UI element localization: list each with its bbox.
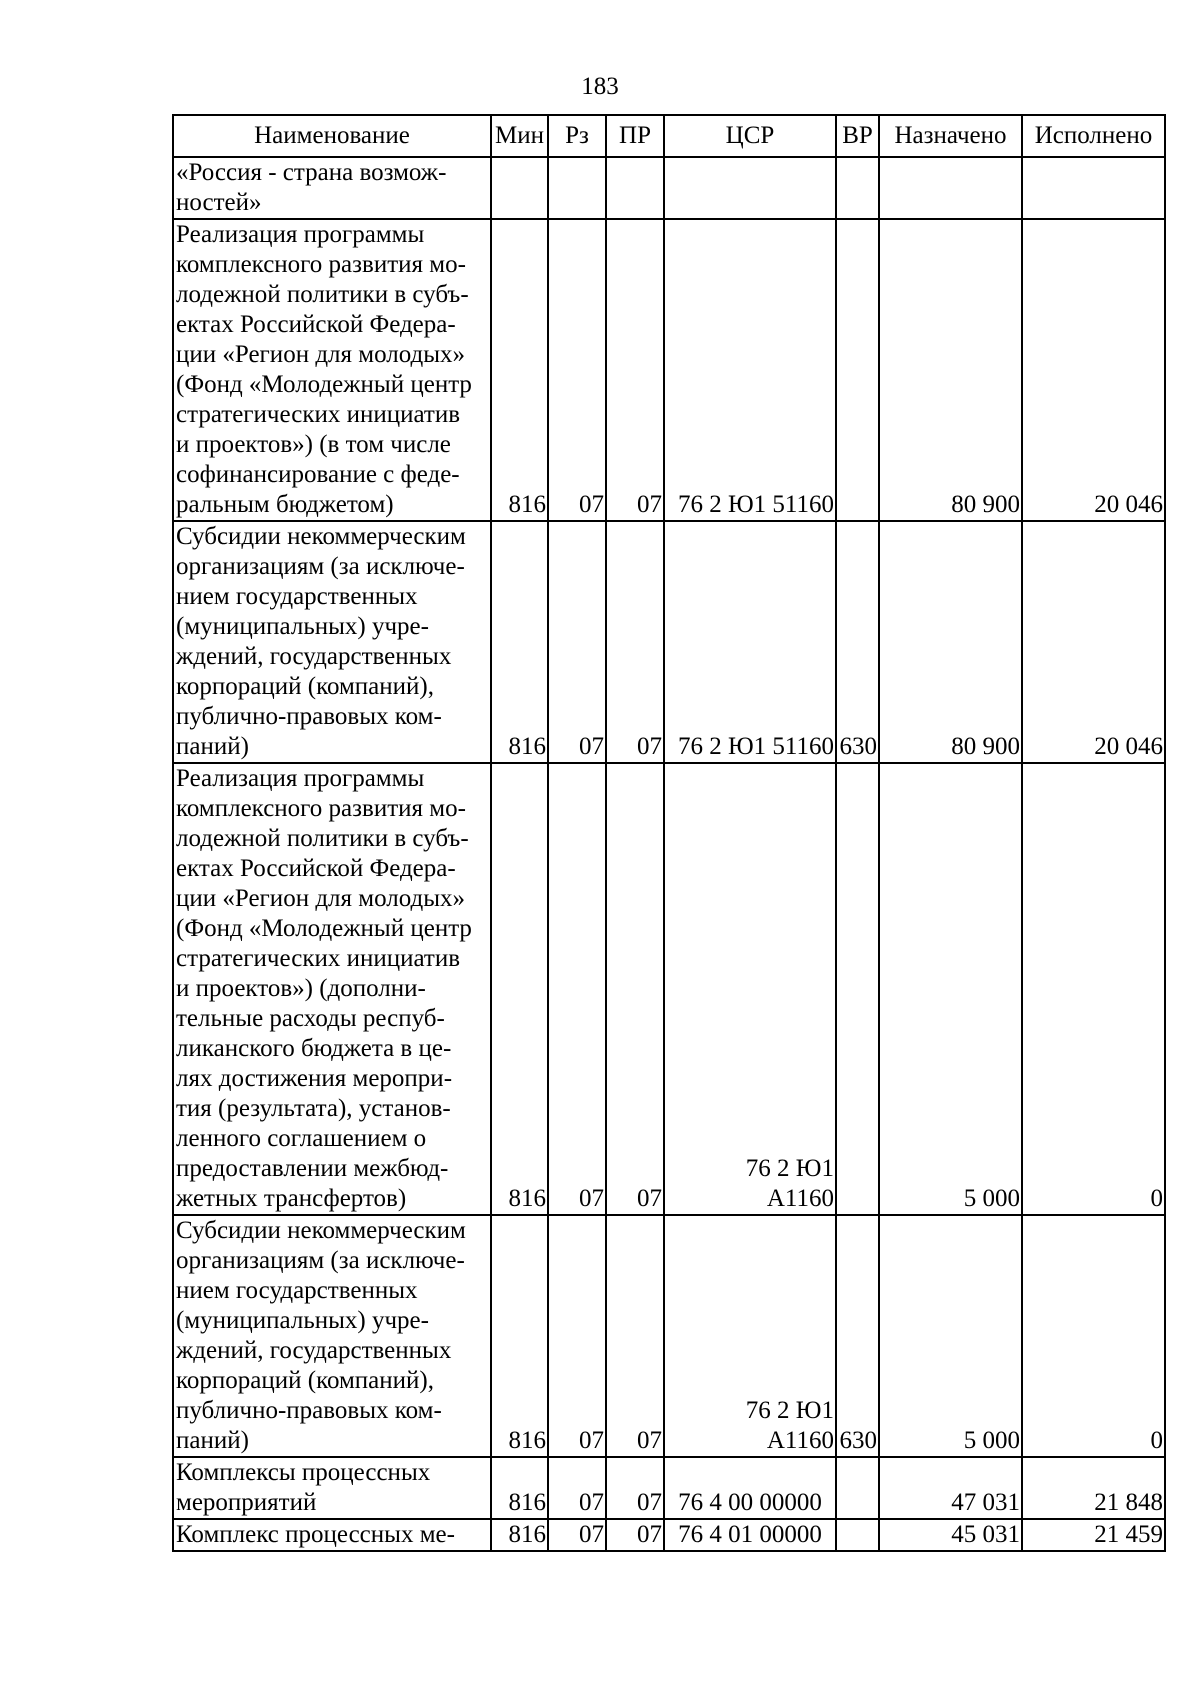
table-header-row: [173, 115, 1165, 157]
cell-csr: 76 4 00 00000: [664, 1457, 836, 1519]
header-vr: ВР: [836, 115, 879, 157]
header-executed: Исполнено: [1022, 115, 1165, 157]
cell-pr: 07: [606, 1519, 664, 1551]
cell-name-line: лях достижения меропри-: [176, 1065, 453, 1092]
cell-pr: 07: [606, 763, 664, 1215]
cell-name-line: (муниципальных) учре-: [176, 613, 429, 640]
cell-name-line: стратегических инициатив: [176, 945, 461, 972]
cell-assigned: 5 000: [879, 1215, 1022, 1457]
cell-name: [173, 1457, 491, 1519]
cell-assigned: 47 031: [879, 1457, 1022, 1519]
cell-vr: 630: [836, 1215, 879, 1457]
cell-vr: [836, 1519, 879, 1551]
budget-table: [172, 114, 1166, 1552]
cell-executed: [1022, 157, 1165, 219]
table-row: [173, 157, 1165, 219]
cell-vr: [836, 763, 879, 1215]
cell-rz: 07: [548, 763, 606, 1215]
cell-name-line: публично-правовых ком-: [176, 1397, 442, 1424]
page-number: 183: [581, 73, 619, 100]
header-min: Мин: [491, 115, 548, 157]
cell-name-line: паний): [176, 733, 249, 760]
cell-pr: [606, 157, 664, 219]
cell-min: 816: [491, 521, 548, 763]
cell-name: [173, 1215, 491, 1457]
cell-name: [173, 1519, 491, 1551]
cell-name-line: (Фонд «Молодежный центр: [176, 371, 472, 398]
cell-name-line: ленного соглашением о: [176, 1125, 427, 1152]
cell-name-line: Реализация программы: [176, 221, 425, 248]
cell-name-line: тельные расходы респуб-: [176, 1005, 445, 1032]
cell-pr: 07: [606, 1215, 664, 1457]
cell-name-line: ектах Российской Федера-: [176, 855, 456, 882]
cell-min: [491, 157, 548, 219]
cell-name-line: ральным бюджетом): [176, 491, 394, 518]
cell-csr: 76 4 01 00000: [664, 1519, 836, 1551]
cell-assigned: 80 900: [879, 521, 1022, 763]
cell-name-line: стратегических инициатив: [176, 401, 461, 428]
cell-name-line: нием государственных: [176, 1277, 418, 1304]
cell-name-line: «Россия - страна возмож-: [176, 159, 447, 186]
cell-rz: 07: [548, 1519, 606, 1551]
cell-rz: [548, 157, 606, 219]
cell-csr: 76 2 Ю1 А1160: [664, 763, 836, 1215]
cell-name-line: публично-правовых ком-: [176, 703, 442, 730]
cell-name-line: ждений, государственных: [176, 643, 452, 670]
table-row: [173, 1215, 1165, 1457]
table-row: [173, 763, 1165, 1215]
cell-name-line: и проектов») (в том числе: [176, 431, 451, 458]
header-name: Наименование: [173, 115, 491, 157]
cell-name-line: ции «Регион для молодых»: [176, 341, 466, 368]
cell-executed: 20 046: [1022, 219, 1165, 521]
cell-name-line: лодежной политики в субъ-: [176, 281, 469, 308]
cell-executed: 0: [1022, 1215, 1165, 1457]
cell-executed: 21 848: [1022, 1457, 1165, 1519]
cell-name-line: корпораций (компаний),: [176, 1367, 434, 1394]
cell-name-line: жетных трансфертов): [176, 1185, 407, 1212]
table-row: [173, 219, 1165, 521]
cell-executed: 20 046: [1022, 521, 1165, 763]
cell-name-line: тия (результата), установ-: [176, 1095, 451, 1122]
cell-name-line: лодежной политики в субъ-: [176, 825, 469, 852]
cell-pr: 07: [606, 219, 664, 521]
cell-name-line: Субсидии некоммерческим: [176, 1217, 466, 1244]
cell-csr: [664, 157, 836, 219]
cell-name-line: ждений, государственных: [176, 1337, 452, 1364]
cell-csr: 76 2 Ю1 А1160: [664, 1215, 836, 1457]
cell-name-line: мероприятий: [176, 1489, 317, 1516]
cell-vr: [836, 1457, 879, 1519]
cell-min: 816: [491, 219, 548, 521]
table-row: [173, 1457, 1165, 1519]
cell-name-line: Реализация программы: [176, 765, 425, 792]
cell-name-line: Комплексы процессных: [176, 1459, 431, 1486]
cell-name-line: Субсидии некоммерческим: [176, 523, 466, 550]
cell-vr: [836, 219, 879, 521]
cell-name-line: Комплекс процессных ме-: [176, 1521, 455, 1548]
cell-name-line: корпораций (компаний),: [176, 673, 434, 700]
cell-assigned: 5 000: [879, 763, 1022, 1215]
cell-name-line: организациям (за исключе-: [176, 553, 465, 580]
cell-name-line: паний): [176, 1427, 249, 1454]
cell-name-line: ектах Российской Федера-: [176, 311, 456, 338]
cell-name-line: предоставлении межбюд-: [176, 1155, 449, 1182]
cell-name-line: комплексного развития мо-: [176, 795, 466, 822]
table-row: [173, 1519, 1165, 1551]
cell-name-line: ностей»: [176, 189, 262, 216]
cell-name-line: (Фонд «Молодежный центр: [176, 915, 472, 942]
cell-vr: 630: [836, 521, 879, 763]
cell-assigned: [879, 157, 1022, 219]
cell-name-line: и проектов») (дополни-: [176, 975, 426, 1002]
cell-vr: [836, 157, 879, 219]
cell-executed: 21 459: [1022, 1519, 1165, 1551]
cell-pr: 07: [606, 521, 664, 763]
cell-assigned: 45 031: [879, 1519, 1022, 1551]
cell-min: 816: [491, 763, 548, 1215]
table-row: [173, 521, 1165, 763]
cell-executed: 0: [1022, 763, 1165, 1215]
cell-rz: 07: [548, 219, 606, 521]
cell-assigned: 80 900: [879, 219, 1022, 521]
table-body: [173, 157, 1165, 1551]
header-assigned: Назначено: [879, 115, 1022, 157]
cell-name-line: (муниципальных) учре-: [176, 1307, 429, 1334]
cell-name: [173, 157, 491, 219]
cell-csr: 76 2 Ю1 51160: [664, 219, 836, 521]
cell-name-line: комплексного развития мо-: [176, 251, 466, 278]
cell-pr: 07: [606, 1457, 664, 1519]
header-csr: ЦСР: [664, 115, 836, 157]
cell-min: 816: [491, 1215, 548, 1457]
cell-name-line: софинансирование с феде-: [176, 461, 460, 488]
cell-name: [173, 521, 491, 763]
cell-csr: 76 2 Ю1 51160: [664, 521, 836, 763]
cell-rz: 07: [548, 521, 606, 763]
cell-name-line: ции «Регион для молодых»: [176, 885, 466, 912]
cell-name: [173, 763, 491, 1215]
cell-rz: 07: [548, 1215, 606, 1457]
cell-min: 816: [491, 1457, 548, 1519]
cell-name-line: ликанского бюджета в це-: [176, 1035, 452, 1062]
cell-min: 816: [491, 1519, 548, 1551]
cell-name-line: нием государственных: [176, 583, 418, 610]
cell-rz: 07: [548, 1457, 606, 1519]
cell-name: [173, 219, 491, 521]
cell-name-line: организациям (за исключе-: [176, 1247, 465, 1274]
header-pr: ПР: [606, 115, 664, 157]
header-rz: Рз: [548, 115, 606, 157]
